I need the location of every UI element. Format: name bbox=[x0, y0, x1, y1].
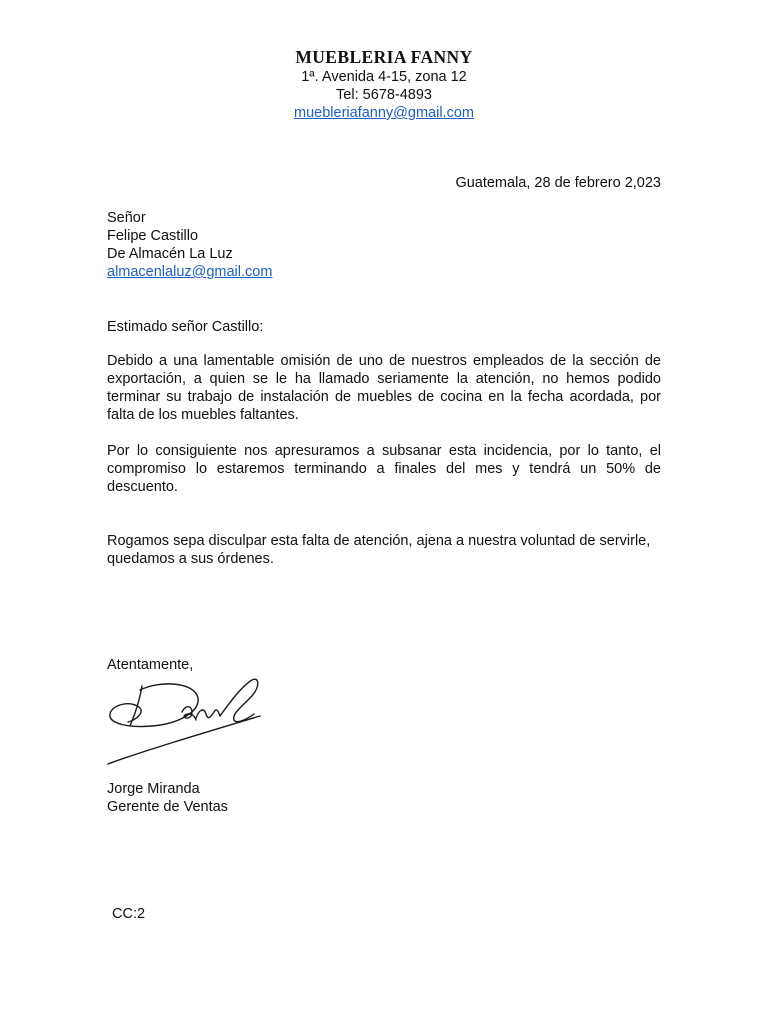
signer-position: Gerente de Ventas bbox=[107, 799, 228, 815]
body-paragraph-2: Por lo consiguiente nos apresuramos a subsanar esta incidencia, por lo tanto, el compromiso lo estaremos terminando a finales del mes y tendrá un 50% de descuento. bbox=[107, 443, 661, 495]
handwritten-signature bbox=[100, 668, 270, 768]
company-address: 1ª. Avenida 4-15, zona 12 bbox=[301, 69, 467, 85]
date-line: Guatemala, 28 de febrero 2,023 bbox=[455, 175, 661, 191]
body-paragraph-1: Debido a una lamentable omisión de uno de nuestros empleados de la sección de exportación, a quien se le ha llamado seriamente la atención, no hemos podido terminar su trabajo de instalación de muebles de cocina en la fecha acordada, por falta de los muebles faltantes. bbox=[107, 353, 661, 423]
recipient-email-link[interactable]: almacenlaluz@gmail.com bbox=[107, 264, 273, 280]
salutation: Estimado señor Castillo: bbox=[107, 319, 264, 335]
body-paragraph-3: Rogamos sepa disculpar esta falta de atención, ajena a nuestra voluntad de servirle, quedamos a sus órdenes. bbox=[107, 533, 651, 567]
recipient-block bbox=[107, 209, 272, 281]
signer-block bbox=[107, 780, 228, 816]
cc-line: CC:2 bbox=[112, 906, 146, 922]
recipient-name: Felipe Castillo bbox=[107, 228, 199, 244]
letterhead bbox=[0, 46, 768, 122]
closing: Atentamente, bbox=[107, 657, 194, 673]
recipient-company: De Almacén La Luz bbox=[107, 246, 233, 262]
company-email-link[interactable]: muebleriafanny@gmail.com bbox=[294, 105, 474, 121]
company-phone: Tel: 5678-4893 bbox=[336, 87, 432, 103]
company-name: MUEBLERIA FANNY bbox=[295, 47, 473, 67]
recipient-title: Señor bbox=[107, 210, 146, 226]
signer-name: Jorge Miranda bbox=[107, 781, 200, 797]
